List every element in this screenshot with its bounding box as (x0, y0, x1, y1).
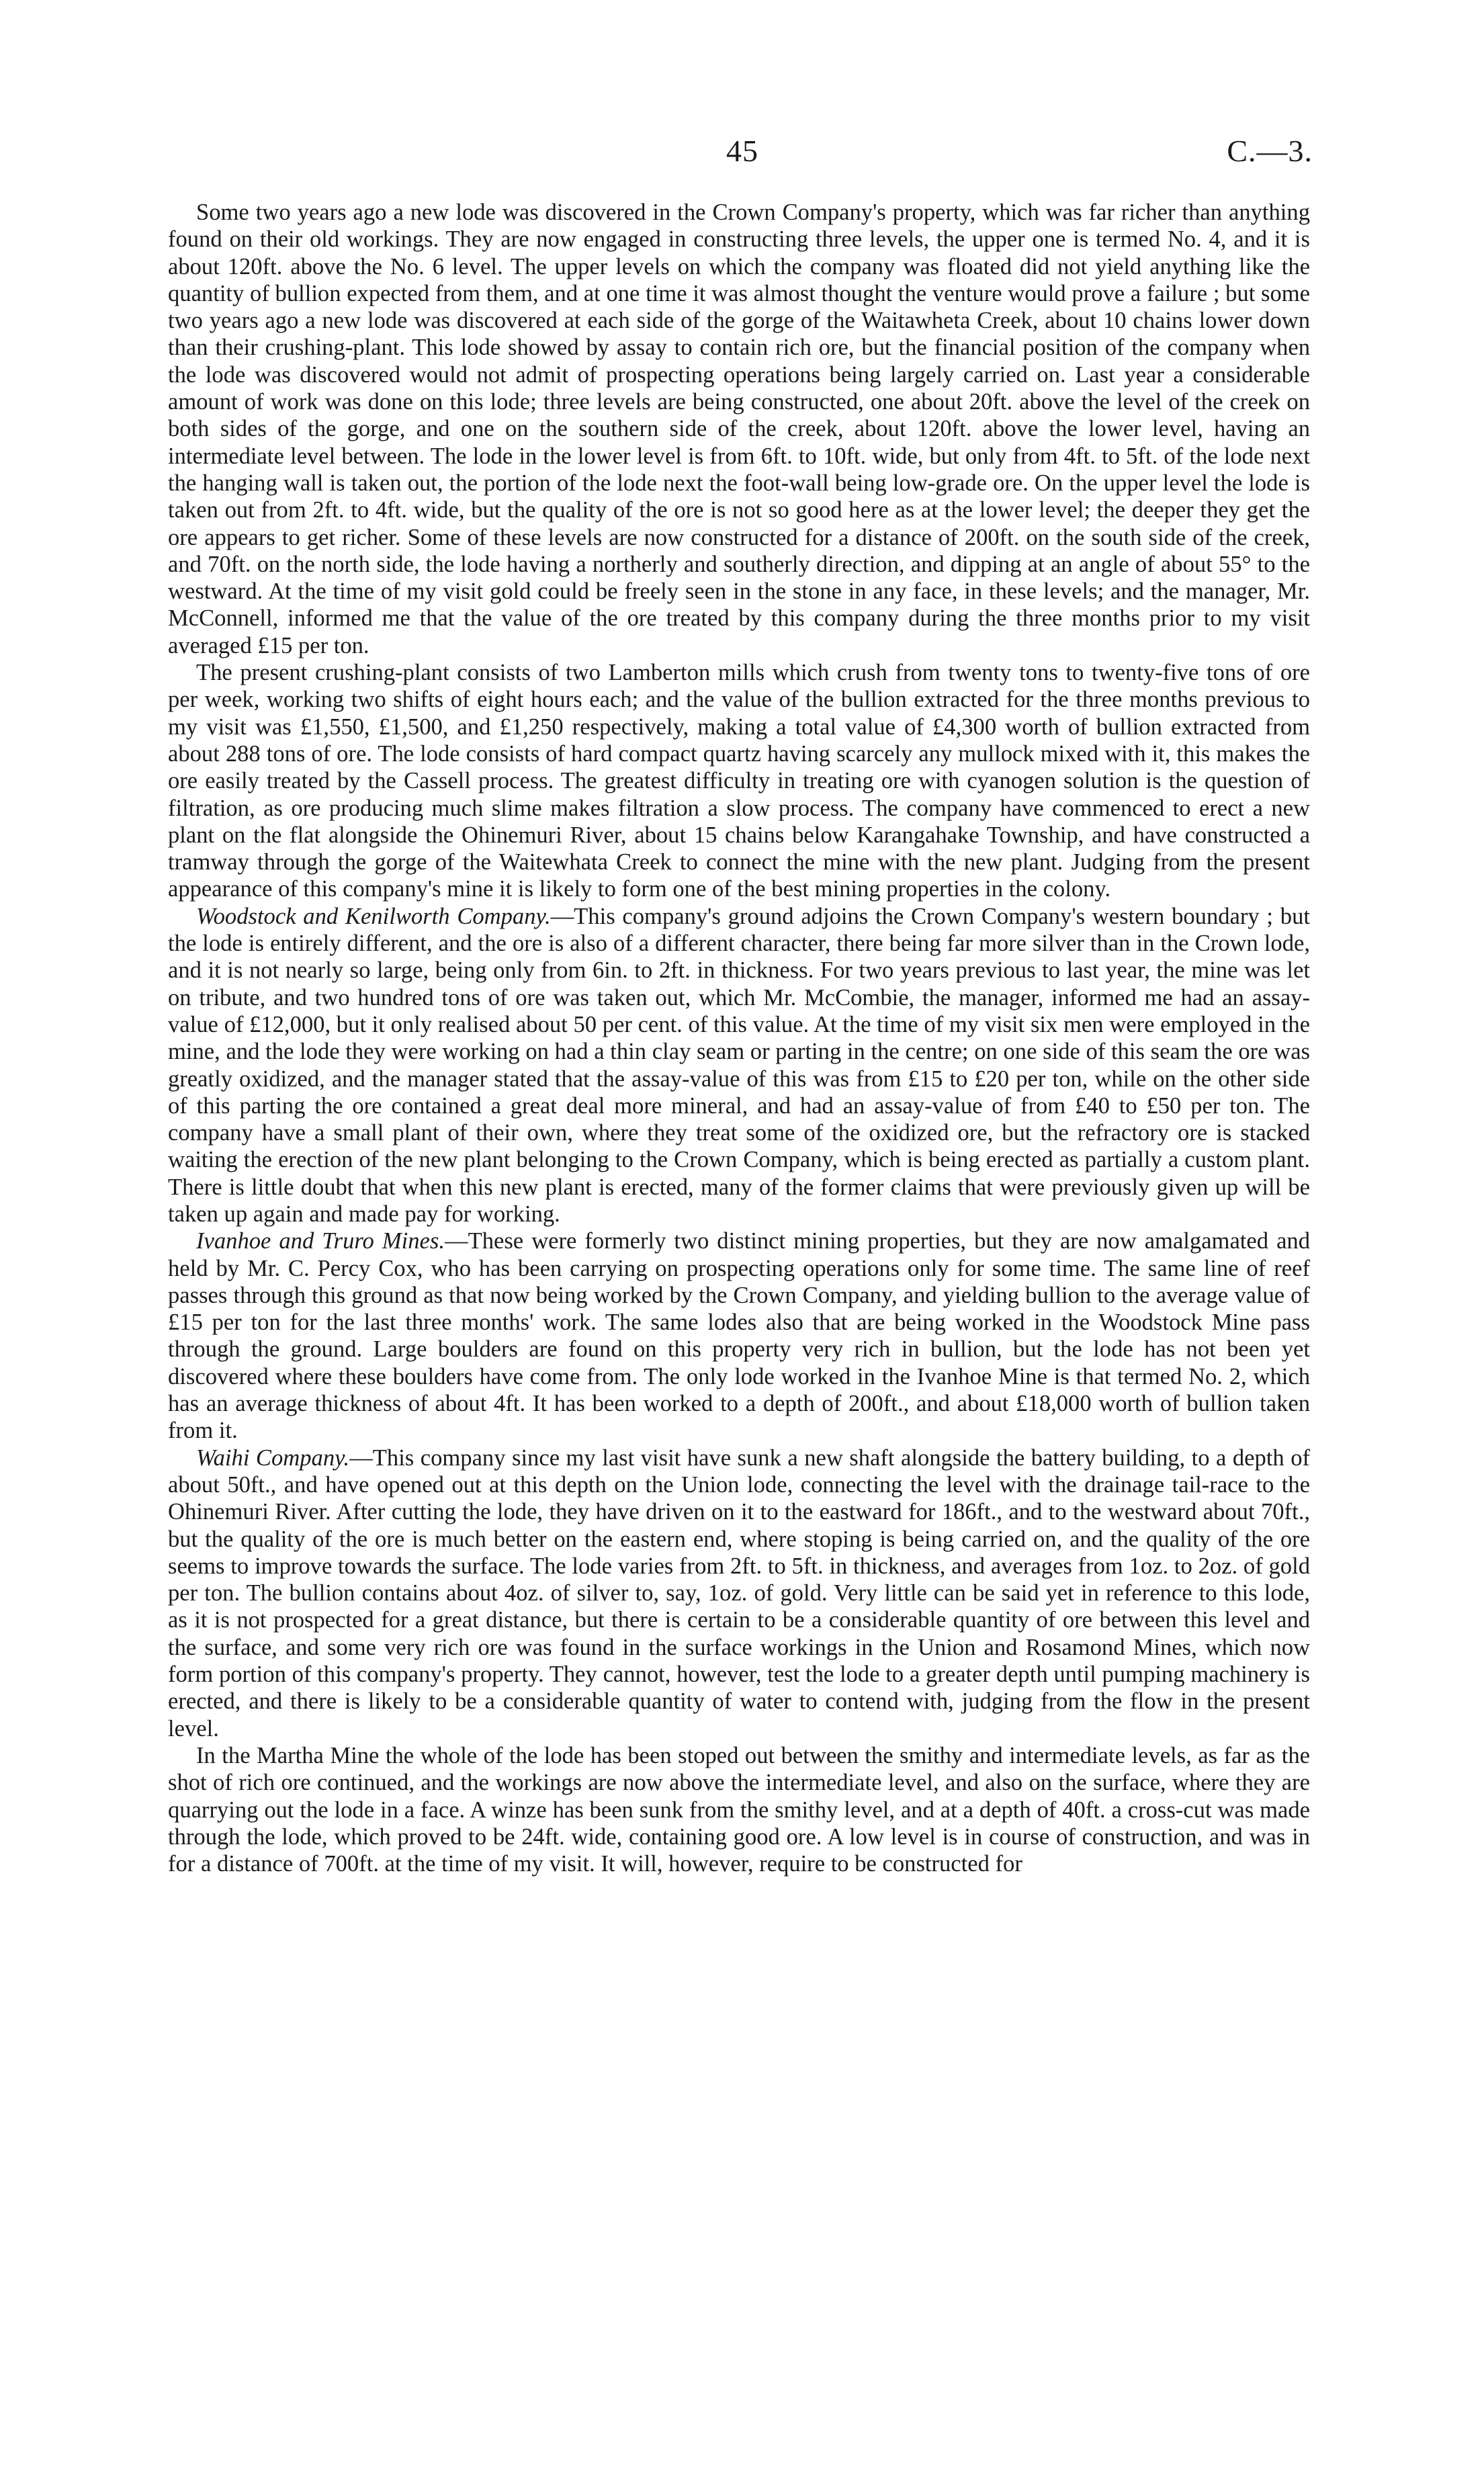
page-number: 45 (726, 134, 758, 168)
paragraph-text: Some two years ago a new lode was discovered in the Crown Company's property, which was far richer than anything found on their old workings. They are now engaged in constructing three levels, the upper one is termed No. 4, and it is about 120ft. above the No. 6 level. The upper levels on which the company was floated did not yield anything like the quantity of bullion expected from them, and at one time it was almost thought the venture would prove a failure ; but some two years ago a new lode was discovered at each side of the gorge of the Waitawheta Creek, about 10 chains lower down than their crushing-plant. This lode showed by assay to contain rich ore, but the financial position of the company when the lode was discovered would not admit of prospecting operations being largely carried on. Last year a considerable amount of work was done on this lode; three levels are being constructed, one about 20ft. above the level of the creek on both sides of the gorge, and one on the southern side of the creek, about 120ft. above the lower level, having an intermediate level between. The lode in the lower level is from 6ft. to 10ft. wide, but only from 4ft. to 5ft. of the lode next the hanging wall is taken out, the portion of the lode next the foot-wall being low-grade ore. On the upper level the lode is taken out from 2ft. to 4ft. wide, but the quality of the ore is not so good here as at the lower level; the deeper they get the ore appears to get richer. Some of these levels are now constructed for a distance of 200ft. on the south side of the creek, and 70ft. on the north side, the lode having a northerly and southerly direction, and dipping at an angle of about 55° to the westward. At the time of my visit gold could be freely seen in the stone in any face, in these levels; and the manager, Mr. McConnell, informed me that the value of the ore treated by this company during the three months prior to my visit averaged £15 per ton. (168, 200, 1310, 658)
document-reference: C.—3. (1227, 134, 1313, 168)
paragraph-ivanhoe (168, 1228, 1310, 1444)
paragraph-waihi (168, 1445, 1310, 1742)
company-heading: Waihi Company. (196, 1445, 350, 1471)
paragraph-text: In the Martha Mine the whole of the lode has been stoped out between the smithy and intermediate levels, as far as the shot of rich ore continued, and the workings are now above the intermediate level, and also on the surface, where they are quarrying out the lode in a face. A winze has been sunk from the smithy level, and at a depth of 40ft. a cross-cut was made through the lode, which proved to be 24ft. wide, containing good ore. A low level is in course of construction, and was in for a distance of 700ft. at the time of my visit. It will, however, require to be constructed for (168, 1742, 1310, 1877)
paragraph-text: The present crushing-plant consists of two Lamberton mills which crush from twenty tons to twenty-five tons of ore per week, working two shifts of eight hours each; and the value of the bullion extracted for the three months previous to my visit was £1,550, £1,500, and £1,250 respectively, making a total value of £4,300 worth of bullion extracted from about 288 tons of ore. The lode consists of hard compact quartz having scarcely any mullock mixed with it, this makes the ore easily treated by the Cassell process. The greatest difficulty in treating ore with cyanogen solution is the question of filtration, as ore producing much slime makes filtration a slow process. The company have commenced to erect a new plant on the flat alongside the Ohinemuri River, about 15 chains below Karangahake Township, and have constructed a tramway through the gorge of the Waitewhata Creek to connect the mine with the new plant. Judging from the present appearance of this company's mine it is likely to form one of the best mining properties in the colony. (168, 660, 1310, 902)
paragraph-woodstock (168, 903, 1310, 1228)
body-text (168, 199, 1310, 1877)
company-heading: Woodstock and Kenilworth Company. (196, 903, 551, 929)
paragraph-martha-mine (168, 1742, 1310, 1877)
paragraph-crown-lode (168, 199, 1310, 659)
paragraph-text: —This company's ground adjoins the Crown Company's western boundary ; but the lode is entirely different, and the ore is also of a different character, there being far more silver than in the Crown lode, and it is not nearly so large, being only from 6in. to 2ft. in thickness. For two years previous to last year, the mine was let on tribute, and two hundred tons of ore was taken out, which Mr. McCombie, the manager, informed me had an assay-value of £12,000, but it only realised about 50 per cent. of this value. At the time of my visit six men were employed in the mine, and the lode they were working on had a thin clay seam or parting in the centre; on one side of this seam the ore was greatly oxidized, and the manager stated that the assay-value of this was from £15 to £20 per ton, while on the other side of this parting the ore contained a great deal more mineral, and had an assay-value of from £40 to £50 per ton. The company have a small plant of their own, where they treat some of the oxidized ore, but the refractory ore is stacked waiting the erection of the new plant belonging to the Crown Company, which is being erected as partially a custom plant. There is little doubt that when this new plant is erected, many of the former claims that were previously given up will be taken up again and made pay for working. (168, 903, 1310, 1227)
paragraph-text: —This company since my last visit have sunk a new shaft alongside the battery building, to a depth of about 50ft., and have opened out at this depth on the Union lode, connecting the level with the drainage tail-race to the Ohinemuri River. After cutting the lode, they have driven on it to the eastward for 186ft., and to the westward about 70ft., but the quality of the ore is much better on the eastern end, where stoping is being carried on, and the quality of the ore seems to improve towards the surface. The lode varies from 2ft. to 5ft. in thickness, and averages from 1oz. to 2oz. of gold per ton. The bullion contains about 4oz. of silver to, say, 1oz. of gold. Very little can be said yet in reference to this lode, as it is not prospected for a great distance, but there is certain to be a considerable quantity of ore between this level and the surface, and some very rich ore was found in the surface workings in the Union and Rosamond Mines, which now form portion of this company's property. They cannot, however, test the lode to a greater depth until pumping machinery is erected, and there is likely to be a considerable quantity of water to contend with, judging from the flow in the present level. (168, 1445, 1311, 1742)
company-heading: Ivanhoe and Truro Mines. (196, 1228, 445, 1254)
paragraph-text: —These were formerly two distinct mining properties, but they are now amalgamated and held by Mr. C. Percy Cox, who has been carrying on prospecting operations only for some time. The same line of reef passes through this ground as that now being worked by the Crown Company, and yielding bullion to the average value of £15 per ton for the last three months' work. The same lodes also that are being worked in the Woodstock Mine pass through the ground. Large boulders are found on this property very rich in bullion, but the lode has not been yet discovered where these boulders have come from. The only lode worked in the Ivanhoe Mine is that termed No. 2, which has an average thickness of about 4ft. It has been worked to a depth of 200ft., and about £18,000 worth of bullion taken from it. (168, 1228, 1310, 1444)
paragraph-crushing-plant (168, 659, 1310, 903)
